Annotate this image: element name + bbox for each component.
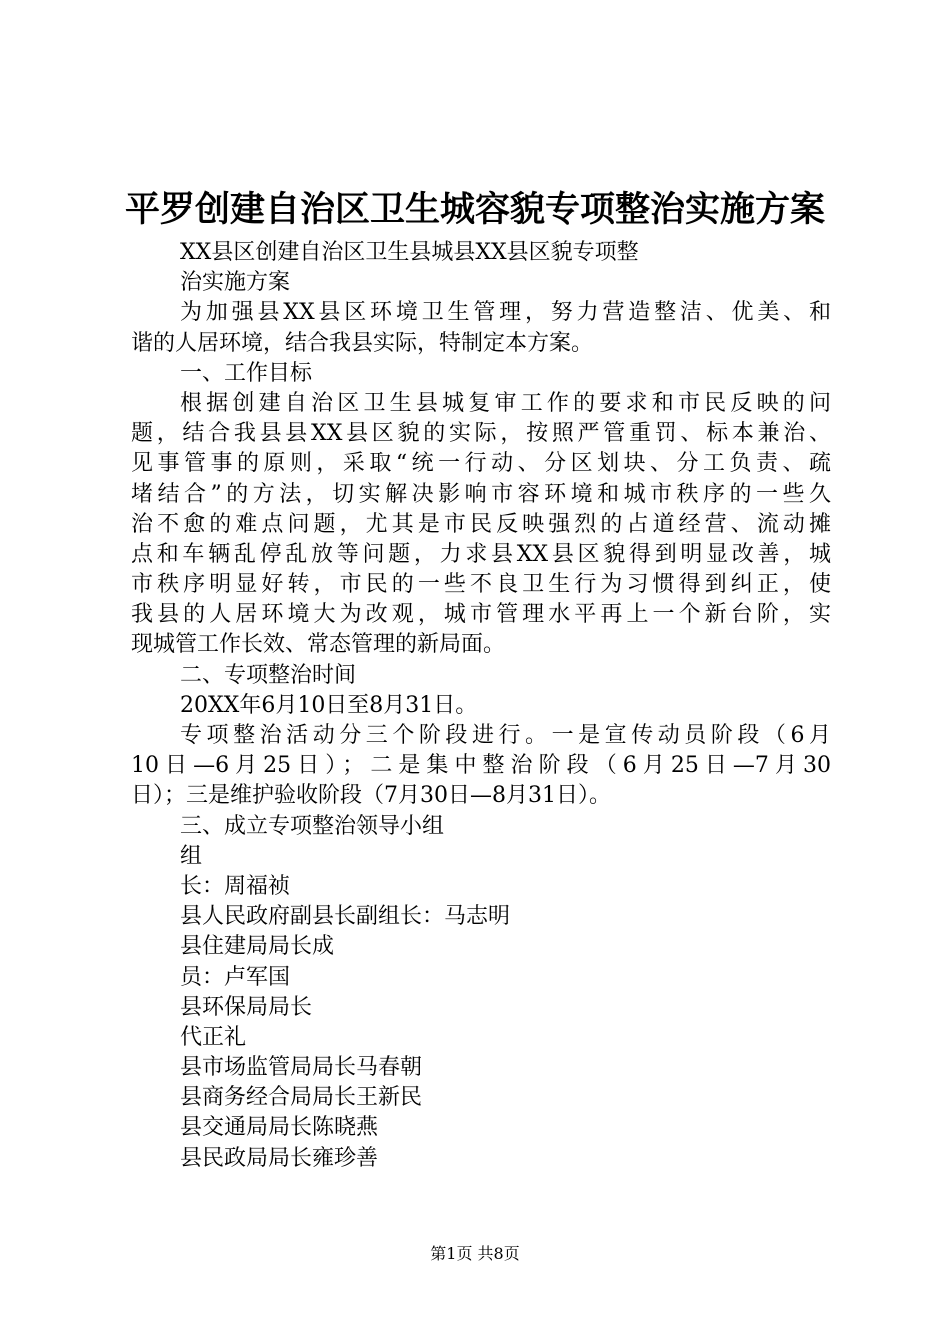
paragraph-line: 题，结合我县县XX县区貌的实际，按照严管重罚、标本兼治、 xyxy=(131,421,831,447)
member-line: 县人民政府副县长副组长：马志明 xyxy=(180,904,511,930)
section-heading-2: 二、专项整治时间 xyxy=(180,662,357,688)
paragraph-line: 20XX年6月10日至8月31日。 xyxy=(180,692,478,718)
member-line: 组 xyxy=(180,843,203,869)
section-heading-3: 三、成立专项整治领导小组 xyxy=(180,813,445,839)
paragraph-line: 10日—6月25日）；二是集中整治阶段（6月25日—7月30 xyxy=(131,753,831,779)
member-line: 县交通局局长陈晓燕 xyxy=(180,1115,379,1141)
paragraph-line: 我县的人居环境大为改观，城市管理水平再上一个新台阶，实 xyxy=(131,602,831,628)
member-line: 代正礼 xyxy=(180,1024,247,1050)
paragraph-line: 市秩序明显好转，市民的一些不良卫生行为习惯得到纠正，使 xyxy=(131,572,831,598)
paragraph-line: 谐的人居环境，结合我县实际，特制定本方案。 xyxy=(131,330,594,356)
document-title: 平罗创建自治区卫生城容貌专项整治实施方案 xyxy=(124,190,825,230)
paragraph-line: 点和车辆乱停乱放等问题，力求县XX县区貌得到明显改善，城 xyxy=(131,541,831,567)
document-body xyxy=(131,238,831,1174)
page-footer: 第1页 共8页 xyxy=(430,1244,520,1263)
subtitle-line-1: XX县区创建自治区卫生县城县XX县区貌专项整 xyxy=(180,240,639,265)
paragraph-line: 为加强县XX县区环境卫生管理，努力营造整洁、优美、和 xyxy=(180,300,831,326)
member-line: 县商务经合局局长王新民 xyxy=(180,1085,423,1111)
member-line: 县民政局局长雍珍善 xyxy=(180,1145,379,1171)
paragraph-line: 日）；三是维护验收阶段（7月30日—8月31日）。 xyxy=(131,783,611,809)
paragraph-line: 专项整治活动分三个阶段进行。一是宣传动员阶段（6月 xyxy=(180,723,831,748)
paragraph-line: 根据创建自治区卫生县城复审工作的要求和市民反映的问 xyxy=(180,390,831,416)
member-line: 县住建局局长成 xyxy=(180,934,335,960)
paragraph-line: 见事管事的原则，采取“统一行动、分区划块、分工负责、疏 xyxy=(131,451,831,477)
paragraph-line: 堵结合”的方法，切实解决影响市容环境和城市秩序的一些久 xyxy=(131,481,831,507)
paragraph-line: 现城管工作长效、常态管理的新局面。 xyxy=(131,632,506,658)
member-line: 县环保局局长 xyxy=(180,994,313,1020)
paragraph-line: 治不愈的难点问题，尤其是市民反映强烈的占道经营、流动摊 xyxy=(131,511,831,537)
subtitle-line-2: 治实施方案 xyxy=(180,270,291,296)
member-line: 长：周福祯 xyxy=(180,873,291,899)
member-line: 员：卢军国 xyxy=(180,964,291,990)
member-line: 县市场监管局局长马春朝 xyxy=(180,1055,423,1081)
section-heading-1: 一、工作目标 xyxy=(180,360,313,386)
